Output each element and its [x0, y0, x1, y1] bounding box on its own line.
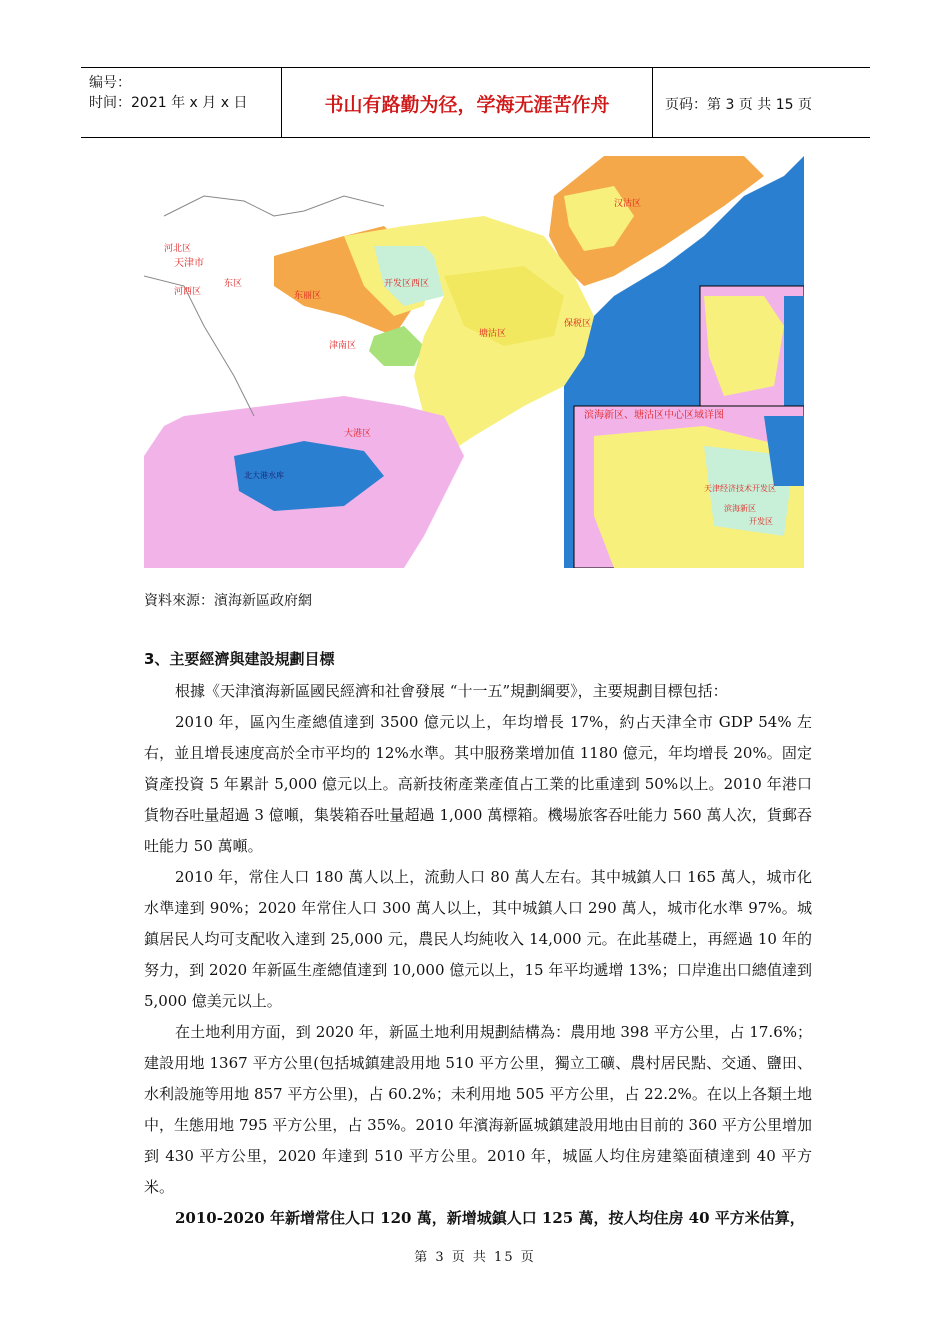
- map-label-hedong: 东区: [224, 279, 243, 289]
- page-header: [81, 67, 870, 138]
- header-meta: [81, 68, 282, 137]
- map-label-teda: 天津经济技术开发区: [704, 484, 776, 493]
- map-label-jinnan: 津南区: [329, 341, 357, 351]
- binhai-district-map: [144, 156, 804, 568]
- header-motto-cell: [282, 68, 653, 137]
- map-label-dagang: 大港区: [344, 429, 372, 439]
- motto: 书山有路勤为径，学海无涯苦作舟: [324, 94, 610, 116]
- page-footer: 第 3 页 共 15 页: [414, 1250, 536, 1265]
- map-label-tianjin: 天津市: [174, 258, 204, 269]
- map-label-kaifa: 开发区: [749, 517, 773, 526]
- map-label-binhai: 滨海新区: [724, 504, 756, 513]
- map-label-reservoir: 北大港水库: [244, 471, 284, 480]
- map-label-kaifa-west: 开发区西区: [384, 279, 430, 289]
- map-label-hangu: 汉沽区: [614, 199, 642, 209]
- page-code: 页码：第 3 页 共 15 页: [665, 97, 812, 113]
- paragraph-land-use: 在土地利用方面，到 2020 年，新區土地利用規劃結構為：農用地 398 平方公里，占 17.6%；建設用地 1367 平方公里(包括城鎮建設用地 510 平方公里，獨立工礦、農村居民點、交通、鹽田、水利設施等用地 857 平方公里)，占 60.2%；未利用地 505 平方公里，占 22.2%。在以上各類土地中，生態用地 795 平方公里，占 35%。2010 年濱海新區城鎮建設用地由目前的 360 平方公里增加到 430 平方公里，2020 年達到 510 平方公里。2010 年，城區人均住房建築面積達到 40 平方米。: [144, 1023, 812, 1196]
- map-inset-title: 滨海新区、塘沽区中心区域详图: [584, 410, 724, 421]
- paragraph-economy: 2010 年，區內生產總值達到 3500 億元以上，年均增長 17%，約占天津全市 GDP 54% 左右，並且增長速度高於全市平均的 12%水準。其中服務業增加值 1180 億元，年均增長 20%。固定資產投資 5 年累計 5,000 億元以上。高新技術產業產值占工業的比重達到 50%以上。2010 年港口貨物吞吐量超過 3 億噸，集裝箱吞吐量超過 1,000 萬標箱。機場旅客吞吐能力 560 萬人次，貨郵吞吐能力 50 萬噸。: [144, 713, 812, 855]
- map-label-baoshui: 保税区: [564, 319, 592, 329]
- section-heading: 3、主要經濟與建設規劃目標: [144, 650, 335, 668]
- map-label-hebei: 河北区: [164, 244, 192, 254]
- map-label-hexi: 河西区: [174, 287, 202, 297]
- paragraph-housing: 2010-2020 年新增常住人口 120 萬，新增城鎮人口 125 萬，按人均住房 40 平方米估算，: [175, 1209, 805, 1227]
- header-page-cell: [653, 68, 870, 137]
- paragraph-population: 2010 年，常住人口 180 萬人以上，流動人口 80 萬人左右。其中城鎮人口 165 萬人，城市化水準達到 90%；2020 年常住人口 300 萬人以上，其中城鎮人口 290 萬人，城市化水準 97%。城鎮居民人均可支配收入達到 25,000 元，農民人均純收入 14,000 元。在此基礎上，再經過 10 年的努力，到 2020 年新區生產總值達到 10,000 億元以上，15 年平均遞增 13%；口岸進出口總值達到 5,000 億美元以上。: [144, 868, 812, 1010]
- map-source-caption: 資料來源：濱海新區政府網: [144, 593, 312, 609]
- paragraph-intro: 根據《天津濱海新區國民經濟和社會發展 “十一五”規劃綱要》，主要規劃目標包括：: [175, 682, 728, 700]
- map-label-dongli: 东丽区: [294, 291, 322, 301]
- map-label-tanggu: 塘沽区: [479, 329, 507, 339]
- document-date: 时间：2021 年 x 月 x 日: [89, 95, 248, 111]
- document-number: 编号：: [89, 75, 131, 91]
